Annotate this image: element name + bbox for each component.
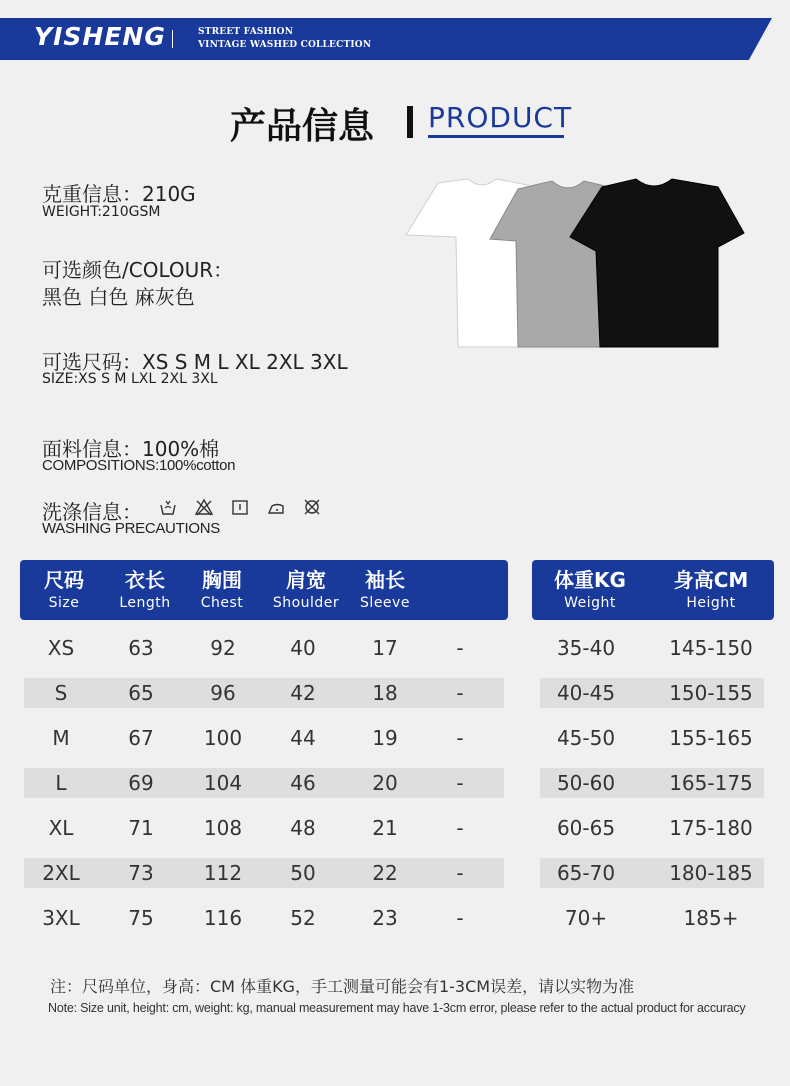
cell-sleeve: 22	[372, 861, 398, 885]
cell-shoulder: 50	[290, 861, 316, 885]
cell-weight: 65-70	[556, 861, 616, 885]
cell-shoulder: 46	[290, 771, 316, 795]
header-shoulder: 肩宽 Shoulder	[272, 568, 340, 611]
cell-length: 71	[128, 816, 154, 840]
cell-length: 73	[128, 861, 154, 885]
cell-extra: -	[456, 681, 464, 705]
cell-size: XL	[48, 816, 74, 840]
note-en: Note: Size unit, height: cm, weight: kg, manual measurement may have 1-3cm error, please refer to the actual product for accuracy	[48, 1001, 746, 1015]
tshirt-illustration	[400, 175, 750, 355]
header-chest: 胸围 Chest	[200, 568, 244, 611]
cell-height: 185+	[683, 906, 739, 930]
cell-size: L	[55, 771, 67, 795]
fabric-info-en: COMPOSITIONS:100%cotton	[42, 457, 236, 474]
cell-height: 150-155	[669, 681, 753, 705]
cell-weight: 70+	[564, 906, 608, 930]
cell-size: 3XL	[42, 906, 80, 930]
section-title-en: PRODUCT	[428, 101, 573, 134]
title-underline	[428, 135, 564, 138]
size-info: 可选尺码：XS S M L XL 2XL 3XL	[42, 350, 348, 374]
banner-divider	[172, 30, 173, 48]
cell-shoulder: 42	[290, 681, 316, 705]
note-cn: 注：尺码单位，身高：CM 体重KG，手工测量可能会有1-3CM误差，请以实物为准	[50, 977, 635, 996]
no-bleach-icon	[194, 497, 214, 517]
cell-length: 63	[128, 636, 154, 660]
cell-sleeve: 20	[372, 771, 398, 795]
header-sleeve: 袖长 Sleeve	[360, 568, 410, 611]
cell-extra: -	[456, 726, 464, 750]
cell-weight: 60-65	[556, 816, 616, 840]
tagline-collection: VINTAGE WASHED COLLECTION	[198, 40, 372, 50]
cell-shoulder: 52	[290, 906, 316, 930]
cell-height: 175-180	[669, 816, 753, 840]
cell-weight: 35-40	[556, 636, 616, 660]
size-info-en: SIZE:XS S M LXL 2XL 3XL	[42, 371, 218, 387]
cell-size: 2XL	[42, 861, 80, 885]
cell-chest: 92	[210, 636, 236, 660]
cell-sleeve: 23	[372, 906, 398, 930]
cell-weight: 50-60	[556, 771, 616, 795]
cell-shoulder: 40	[290, 636, 316, 660]
header-length: 衣长 Length	[119, 568, 171, 611]
cell-chest: 108	[203, 816, 243, 840]
brand-logo: YISHENG	[34, 22, 166, 51]
cell-size: XS	[47, 636, 75, 660]
no-dry-clean-icon	[302, 497, 322, 517]
cell-sleeve: 21	[372, 816, 398, 840]
cell-chest: 100	[203, 726, 243, 750]
fabric-info: 面料信息：100%棉	[42, 437, 220, 461]
cell-height: 165-175	[669, 771, 753, 795]
section-title-cn: 产品信息	[230, 106, 375, 147]
cell-extra: -	[456, 906, 464, 930]
cell-weight: 40-45	[556, 681, 616, 705]
cell-length: 65	[128, 681, 154, 705]
cell-height: 145-150	[669, 636, 753, 660]
wash-info-en: WASHING PRECAUTIONS	[42, 520, 220, 537]
cell-length: 75	[128, 906, 154, 930]
cell-size: S	[54, 681, 68, 705]
weight-info-en: WEIGHT:210GSM	[42, 204, 161, 220]
cell-chest: 116	[203, 906, 243, 930]
cell-extra: -	[456, 771, 464, 795]
cell-length: 69	[128, 771, 154, 795]
cell-chest: 104	[203, 771, 243, 795]
hand-wash-icon	[158, 497, 178, 517]
cell-size: M	[52, 726, 70, 750]
wash-info: 洗涤信息：	[42, 500, 142, 524]
cell-sleeve: 17	[372, 636, 398, 660]
header-height: 身高CM Height	[673, 568, 749, 611]
cell-shoulder: 44	[290, 726, 316, 750]
cell-sleeve: 18	[372, 681, 398, 705]
header-weight: 体重KG Weight	[554, 568, 626, 611]
tagline-street-fashion: STREET FASHION	[198, 27, 294, 37]
cell-height: 155-165	[669, 726, 753, 750]
weight-info: 克重信息：210G	[42, 182, 196, 206]
cell-chest: 112	[203, 861, 243, 885]
cell-length: 67	[128, 726, 154, 750]
iron-icon	[266, 497, 286, 517]
cell-extra: -	[456, 636, 464, 660]
cell-shoulder: 48	[290, 816, 316, 840]
cell-weight: 45-50	[556, 726, 616, 750]
colour-values: 黑色 白色 麻灰色	[42, 285, 195, 309]
title-divider	[407, 106, 413, 138]
header-size: 尺码 Size	[44, 568, 84, 611]
cell-extra: -	[456, 861, 464, 885]
colour-info: 可选颜色/COLOUR：	[42, 258, 234, 282]
cell-height: 180-185	[669, 861, 753, 885]
cell-extra: -	[456, 816, 464, 840]
tumble-dry-icon	[230, 497, 250, 517]
wash-icons	[158, 497, 322, 517]
cell-sleeve: 19	[372, 726, 398, 750]
cell-chest: 96	[210, 681, 236, 705]
